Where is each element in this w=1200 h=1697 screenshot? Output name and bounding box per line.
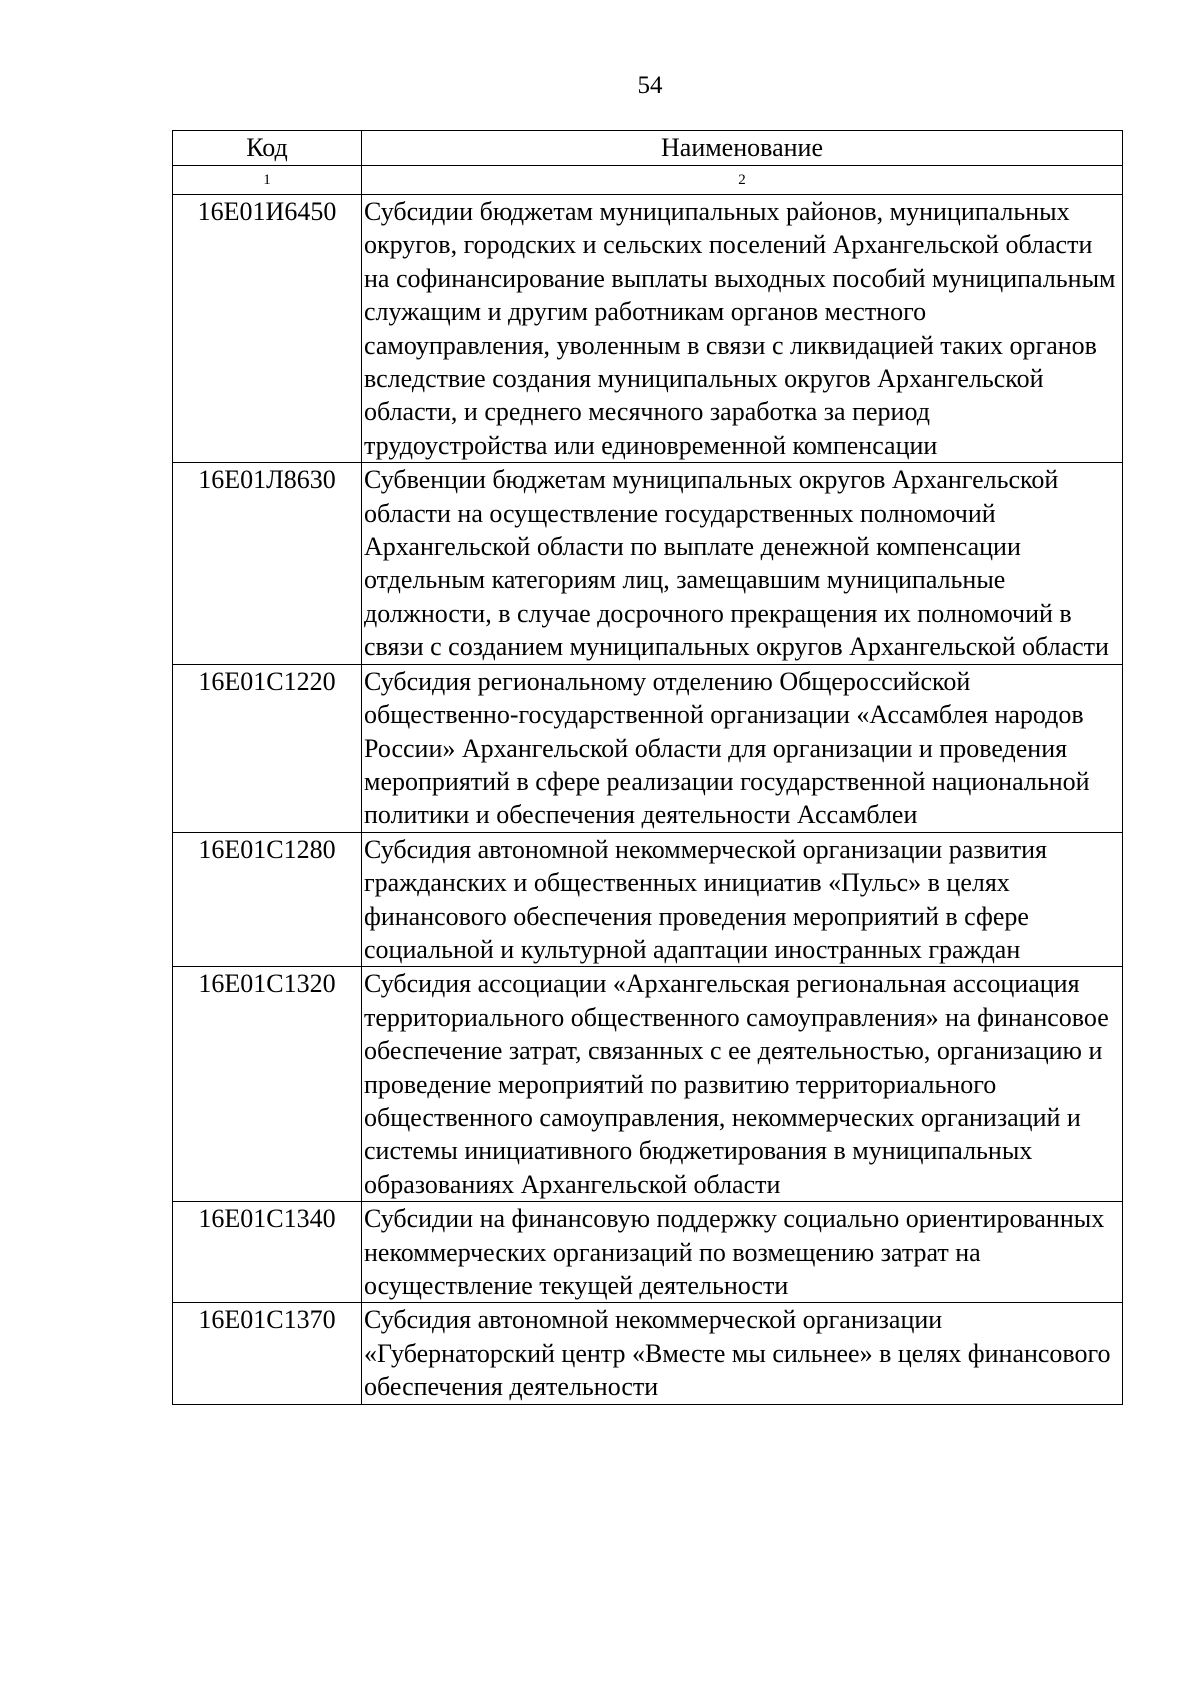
- row-name: Субсидия ассоциации «Архангельская региональная ассоциация территориального общественного самоуправления» на финансовое обеспечение затрат, связанных с ее деятельностью, организацию и проведение мероприятий по развитию территориального общественного самоуправления, некоммерческих организаций и системы инициативного бюджетирования в муниципальных образованиях Архангельской области: [362, 967, 1123, 1202]
- row-name: Субсидии на финансовую поддержку социально ориентированных некоммерческих организаций по возмещению затрат на осуществление текущей деятельности: [362, 1202, 1123, 1303]
- table-row: [173, 1202, 1123, 1303]
- row-code: 16Е01Л8630: [173, 463, 362, 664]
- row-code: 16Е01С1340: [173, 1202, 362, 1303]
- header-row: [173, 131, 1123, 166]
- row-name: Субсидии бюджетам муниципальных районов, муниципальных округов, городских и сельских поселений Архангельской области на софинансирование выплаты выходных пособий муниципальным служащим и другим работникам органов местного самоуправления, уволенным в связи с ликвидацией таких органов вследствие создания муниципальных округов Архангельской области, и среднего месячного заработка за период трудоустройства или единовременной компенсации: [362, 195, 1123, 463]
- row-name: Субсидия автономной некоммерческой организации «Губернаторский центр «Вместе мы сильнее» в целях финансового обеспечения деятельности: [362, 1303, 1123, 1404]
- table-header: [173, 131, 1123, 195]
- row-name: Субвенции бюджетам муниципальных округов Архангельской области на осуществление государственных полномочий Архангельской области по выплате денежной компенсации отдельным категориям лиц, замещавшим муниципальные должности, в случае досрочного прекращения их полномочий в связи с созданием муниципальных округов Архангельской области: [362, 463, 1123, 664]
- table-row: [173, 195, 1123, 463]
- table-row: [173, 832, 1123, 967]
- row-code: 16Е01С1370: [173, 1303, 362, 1404]
- table-row: [173, 967, 1123, 1202]
- row-code: 16Е01С1280: [173, 832, 362, 967]
- table-row: [173, 1303, 1123, 1404]
- row-code: 16Е01С1220: [173, 664, 362, 832]
- column-number-row: [173, 166, 1123, 195]
- header-name: Наименование: [362, 131, 1123, 166]
- page-number: 54: [637, 72, 663, 99]
- row-name: Субсидия автономной некоммерческой организации развития гражданских и общественных инициатив «Пульс» в целях финансового обеспечения проведения мероприятий в сфере социальной и культурной адаптации иностранных граждан: [362, 832, 1123, 967]
- table-body: [173, 195, 1123, 1405]
- budget-code-table: [172, 130, 1123, 1405]
- column-number-1: 1: [173, 166, 362, 195]
- row-name: Субсидия региональному отделению Общероссийской общественно-государственной организации «Ассамблея народов России» Архангельской области для организации и проведения мероприятий в сфере реализации государственной национальной политики и обеспечения деятельности Ассамблеи: [362, 664, 1123, 832]
- column-number-2: 2: [362, 166, 1123, 195]
- row-code: 16Е01С1320: [173, 967, 362, 1202]
- table-row: [173, 664, 1123, 832]
- row-code: 16Е01И6450: [173, 195, 362, 463]
- header-code: Код: [173, 131, 362, 166]
- table-row: [173, 463, 1123, 664]
